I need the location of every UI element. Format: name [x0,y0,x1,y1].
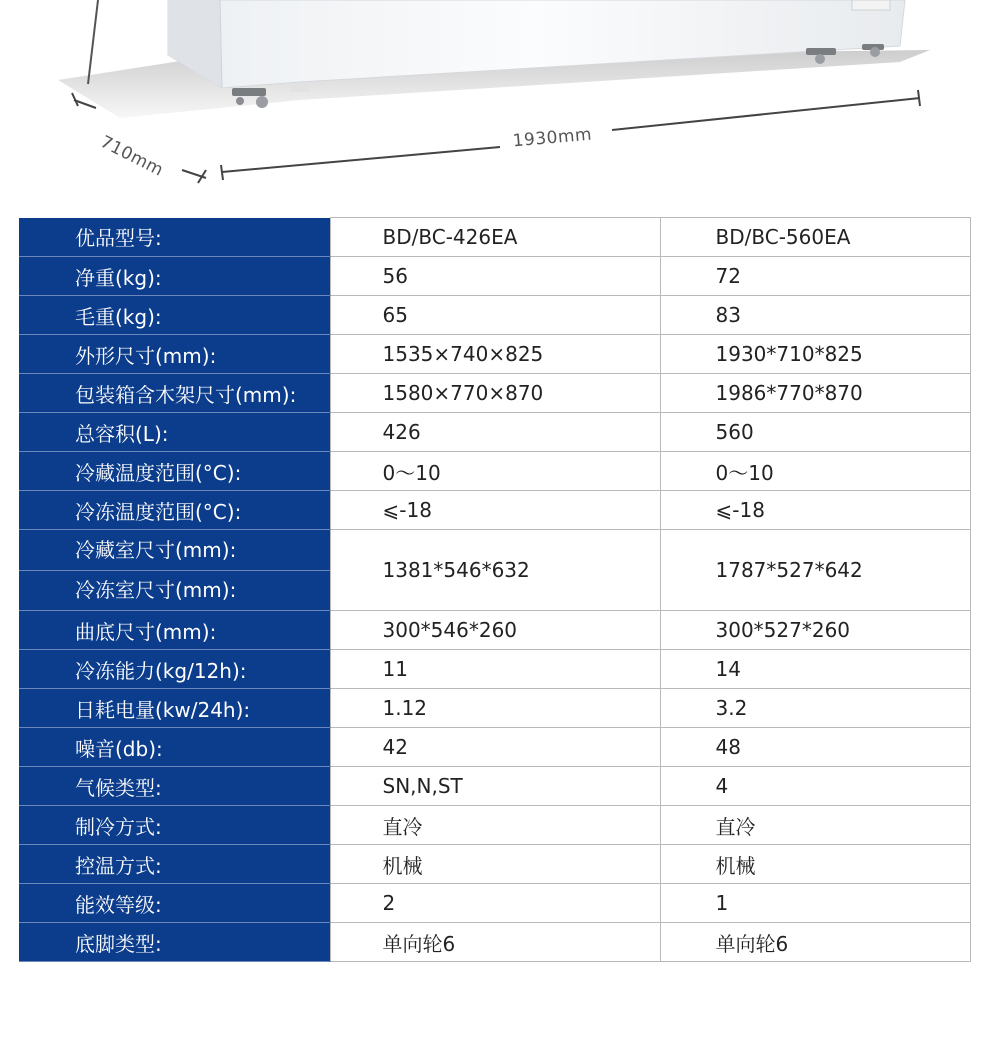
spec-value-model-a: SN,N,ST [330,767,660,806]
table-row [19,884,971,923]
table-row [19,374,971,413]
spec-value-model-b: 1930*710*825 [660,335,971,374]
table-row [19,257,971,296]
table-row [19,806,971,845]
table-row [19,452,971,491]
spec-label: 冷冻温度范围(°C): [19,491,330,530]
spec-value-model-a: 1580×770×870 [330,374,660,413]
spec-label: 毛重(kg): [19,296,330,335]
spec-label: 冷藏室尺寸(mm): [75,538,237,562]
spec-value-model-b: 14 [660,650,971,689]
spec-label: 冷冻能力(kg/12h): [19,650,330,689]
spec-label: 曲底尺寸(mm): [19,611,330,650]
spec-value-model-b: 机械 [660,845,971,884]
spec-value-model-a: 机械 [330,845,660,884]
spec-label: 净重(kg): [19,257,330,296]
table-row [19,650,971,689]
spec-label-merged [19,530,330,611]
spec-value-model-b: 72 [660,257,971,296]
spec-value-model-b: 1787*527*642 [660,530,971,611]
spec-value-model-b: 1986*770*870 [660,374,971,413]
spec-label: 气候类型: [19,767,330,806]
spec-value-model-a: 426 [330,413,660,452]
spec-label: 控温方式: [19,845,330,884]
spec-value-model-b: BD/BC-560EA [660,218,971,257]
spec-label: 总容积(L): [19,413,330,452]
spec-value-model-b: 48 [660,728,971,767]
spec-value-model-a: 65 [330,296,660,335]
spec-value-model-b: 直冷 [660,806,971,845]
spec-label: 噪音(db): [19,728,330,767]
spec-value-model-a: 11 [330,650,660,689]
spec-label: 外形尺寸(mm): [19,335,330,374]
spec-value-model-b: 3.2 [660,689,971,728]
product-illustration [0,0,990,200]
spec-value-model-b: 0〜10 [660,452,971,491]
table-row [19,689,971,728]
table-row [19,413,971,452]
width-dimension-label: 1930mm [506,124,599,152]
spec-value-model-a: 单向轮6 [330,923,660,962]
spec-value-model-a: 1381*546*632 [330,530,660,611]
spec-value-model-a: 2 [330,884,660,923]
spec-label: 日耗电量(kw/24h): [19,689,330,728]
spec-label: 冷冻室尺寸(mm): [75,578,237,602]
spec-value-model-a: 300*546*260 [330,611,660,650]
spec-value-model-b: 1 [660,884,971,923]
table-row [19,611,971,650]
spec-value-model-a: 42 [330,728,660,767]
spec-value-model-a: 直冷 [330,806,660,845]
spec-value-model-a: ⩽-18 [330,491,660,530]
spec-label: 底脚类型: [19,923,330,962]
table-row [19,767,971,806]
table-row [19,923,971,962]
table-row [19,491,971,530]
spec-label: 优品型号: [19,218,330,257]
spec-label: 制冷方式: [19,806,330,845]
spec-value-model-a: 0〜10 [330,452,660,491]
spec-value-model-b: 4 [660,767,971,806]
depth-dimension-label: 710mm [96,132,167,181]
spec-value-model-a: 1535×740×825 [330,335,660,374]
spec-value-model-a: 56 [330,257,660,296]
table-row [19,335,971,374]
spec-label: 冷藏温度范围(°C): [19,452,330,491]
spec-value-model-b: 单向轮6 [660,923,971,962]
table-row [19,218,971,257]
spec-value-model-b: ⩽-18 [660,491,971,530]
spec-value-model-a: 1.12 [330,689,660,728]
table-row [19,296,971,335]
spec-value-model-b: 83 [660,296,971,335]
table-row [19,530,971,611]
spec-label: 能效等级: [19,884,330,923]
table-row [19,845,971,884]
table-row [19,728,971,767]
spec-value-model-a: BD/BC-426EA [330,218,660,257]
spec-value-model-b: 560 [660,413,971,452]
spec-table [19,217,971,962]
spec-label: 包装箱含木架尺寸(mm): [19,374,330,413]
spec-value-model-b: 300*527*260 [660,611,971,650]
